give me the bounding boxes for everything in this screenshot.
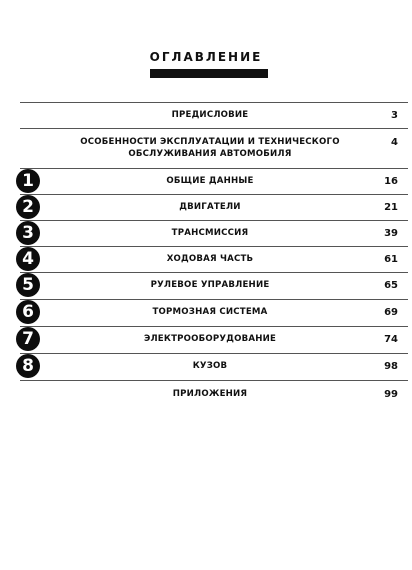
toc-page-number: 65 [384,280,398,291]
toc-entry-text-line1: ОСОБЕННОСТИ ЭКСПЛУАТАЦИИ И ТЕХНИЧЕСКОГО [80,137,340,147]
row-divider [20,246,408,247]
chapter-number-badge: 4 [16,247,40,271]
toc-row-operation[interactable] [0,128,412,168]
toc-row-chapter-2[interactable] [0,194,412,220]
chapter-number-badge: 7 [16,327,40,351]
toc-page-number: 61 [384,254,398,265]
toc-entry-text: КУЗОВ [192,361,228,371]
toc-row-appendices[interactable] [0,380,412,407]
chapter-number-badge: 8 [16,354,40,378]
chapter-number-badge: 1 [16,169,40,193]
toc-entry-text: ОБЩИЕ ДАННЫЕ [166,176,254,186]
toc-page-number: 74 [384,334,398,345]
toc-entry-text: РУЛЕВОЕ УПРАВЛЕНИЕ [150,280,270,290]
row-divider [20,102,408,103]
toc-entry-text: ТОРМОЗНАЯ СИСТЕМА [152,307,268,317]
chapter-number-badge: 5 [16,273,40,297]
toc-row-chapter-1[interactable] [0,168,412,194]
toc-entry-text: ТРАНСМИССИЯ [171,228,249,238]
row-divider [20,194,408,195]
toc-row-chapter-6[interactable] [0,299,412,326]
toc-page-number: 4 [391,137,398,148]
chapter-number-badge: 6 [16,300,40,324]
toc-page-number: 39 [384,228,398,239]
row-divider [20,353,408,354]
toc-row-chapter-4[interactable] [0,246,412,272]
row-divider [20,168,408,169]
toc-entry-text: ПРИЛОЖЕНИЯ [172,389,248,399]
row-divider [20,380,408,381]
toc-row-chapter-5[interactable] [0,272,412,298]
toc-page-number: 69 [384,307,398,318]
row-divider [20,299,408,300]
toc-row-chapter-8[interactable] [0,353,412,380]
toc-page-number: 16 [384,176,398,187]
toc-entry-text-line2: ОБСЛУЖИВАНИЯ АВТОМОБИЛЯ [128,149,292,159]
toc-entry-text: ПРЕДИСЛОВИЕ [171,110,249,120]
toc-row-preface[interactable] [0,102,412,128]
row-divider [20,272,408,273]
row-divider [20,220,408,221]
toc-page-number: 3 [391,110,398,121]
toc-page-number: 98 [384,361,398,372]
toc-page-number: 21 [384,202,398,213]
toc-row-chapter-3[interactable] [0,220,412,246]
toc-entry-text: ДВИГАТЕЛИ [179,202,241,212]
page-title: ОГЛАВЛЕНИЕ [149,50,263,64]
toc-entry-text: ХОДОВАЯ ЧАСТЬ [166,254,254,264]
row-divider [20,326,408,327]
title-underline-bar [150,69,268,78]
row-divider [20,128,408,129]
toc-entry-text: ЭЛЕКТРООБОРУДОВАНИЕ [143,334,277,344]
toc-page-number: 99 [384,389,398,400]
toc-row-chapter-7[interactable] [0,326,412,353]
chapter-number-badge: 3 [16,221,40,245]
chapter-number-badge: 2 [16,195,40,219]
